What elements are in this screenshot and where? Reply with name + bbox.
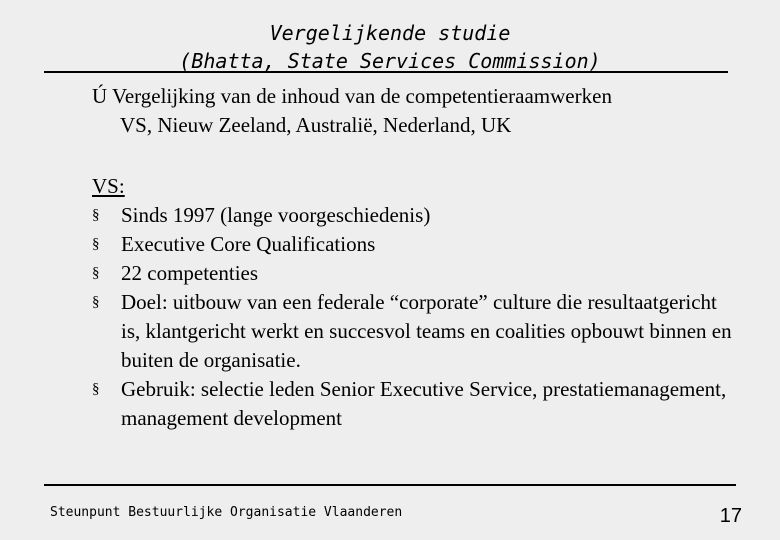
page-number: 17 [719,505,742,527]
list-item-text: Gebruik: selectie leden Senior Executive Service, prestatiemanagement, management development [121,377,727,430]
footer-divider [44,484,736,486]
list-item [92,288,732,375]
intro-paragraph [92,82,732,140]
list-item-text: 22 competenties [121,261,259,285]
checkmark-bullet-icon: Ú [92,84,108,108]
square-bullet-icon: § [92,265,100,281]
footer-organisation: Steunpunt Bestuurlijke Organisatie Vlaanderen [50,505,403,520]
square-bullet-icon: § [92,207,100,223]
list-item-text: Sinds 1997 (lange voorgeschiedenis) [121,203,431,227]
vs-heading: VS: [92,174,125,198]
intro-line-1: Vergelijking van de inhoud van de competentieraamwerken [112,84,612,108]
intro-line-2: VS, Nieuw Zeeland, Australië, Nederland, UK [120,113,512,137]
list-item-text: Executive Core Qualifications [121,232,376,256]
list-item [92,375,732,433]
square-bullet-icon: § [92,294,100,310]
list-item [92,201,732,230]
list-item [92,230,732,259]
list-item [92,259,732,288]
list-item-text: Doel: uitbouw van een federale “corporate” culture die resultaatgericht is, klantgericht werkt en succesvol teams en coalities opbouwt binnen en buiten de organisatie. [121,290,732,372]
vs-section [92,172,732,433]
slide-title-line-2: (Bhatta, State Services Commission) [179,49,601,73]
square-bullet-icon: § [92,236,100,252]
slide-title-line-1: Vergelijkende studie [269,21,511,45]
title-divider [44,71,728,73]
square-bullet-icon: § [92,381,100,397]
